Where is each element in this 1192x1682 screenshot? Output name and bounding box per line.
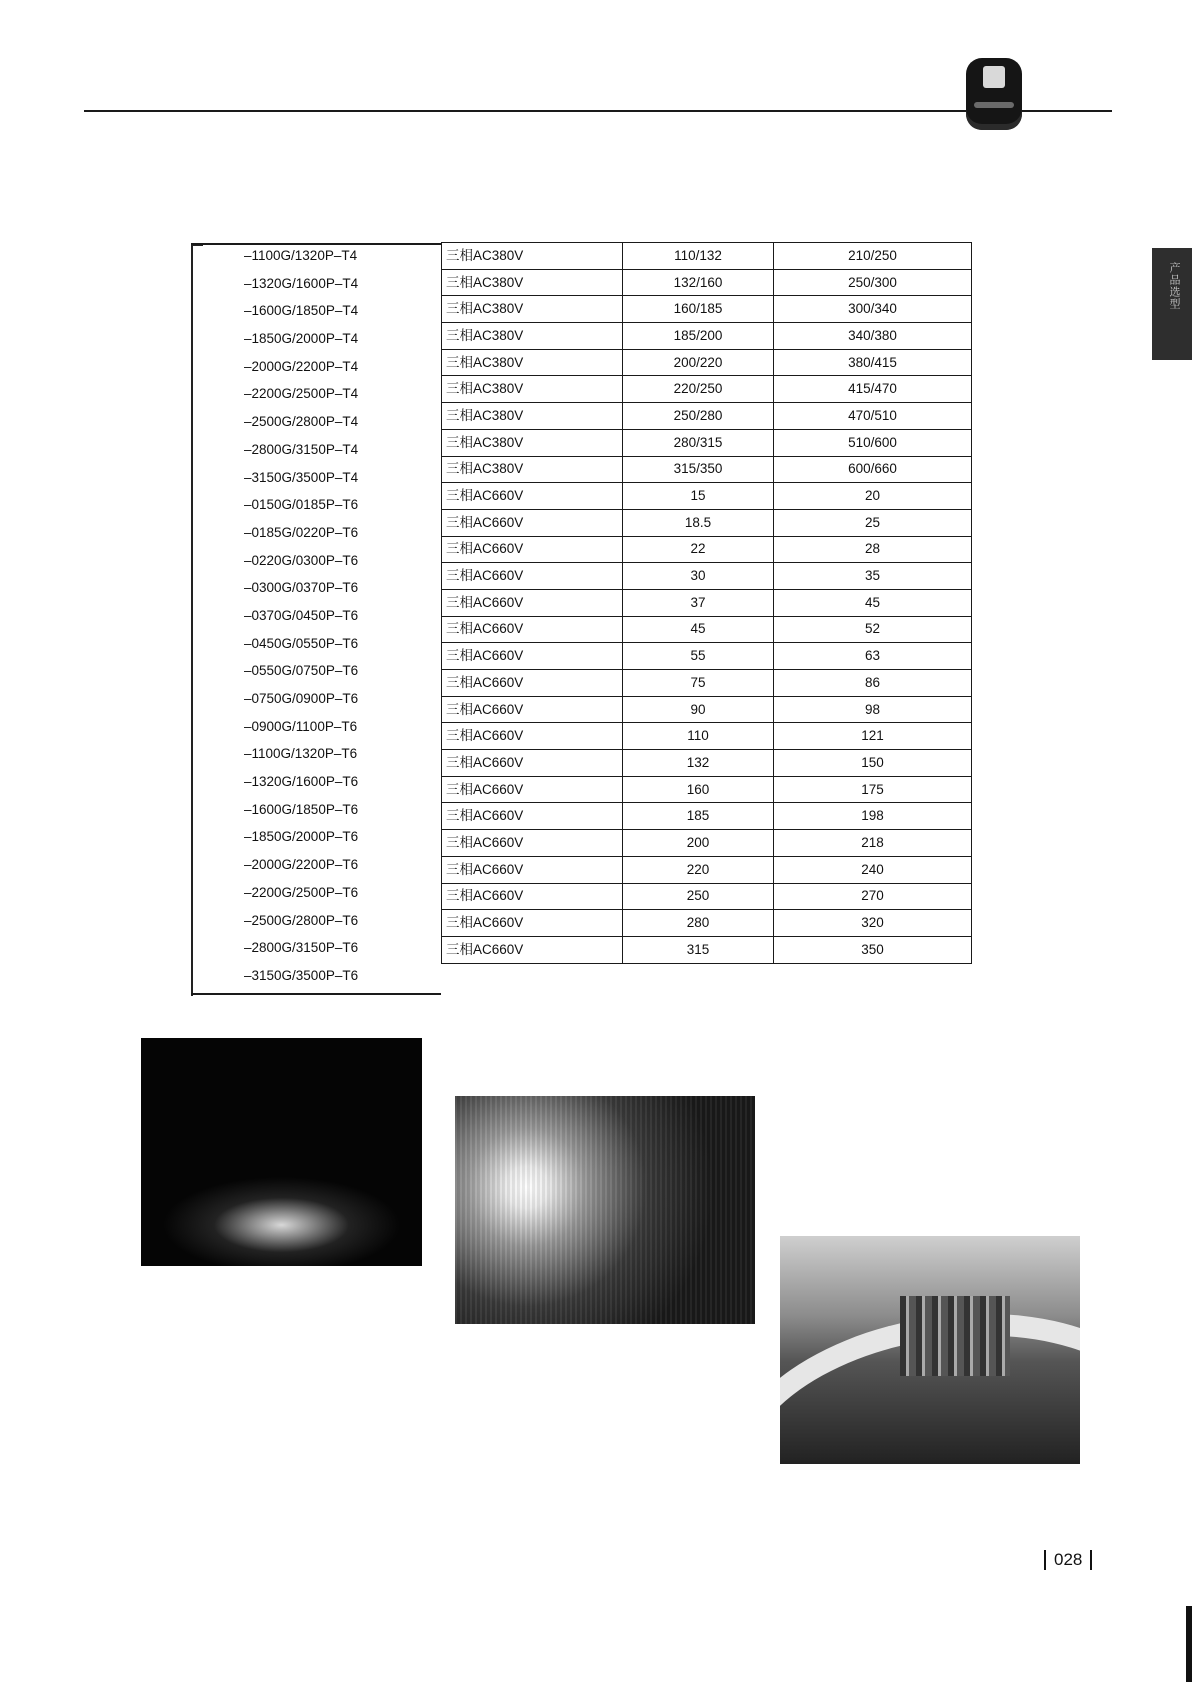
power-cell: 110/132 bbox=[623, 243, 774, 270]
power-cell: 30 bbox=[623, 563, 774, 590]
model-cell: –0750G/0900P–T6 bbox=[244, 691, 359, 706]
power-cell: 132 bbox=[623, 750, 774, 777]
current-cell: 250/300 bbox=[774, 269, 972, 296]
current-cell: 175 bbox=[774, 776, 972, 803]
current-cell: 320 bbox=[774, 910, 972, 937]
current-cell: 218 bbox=[774, 830, 972, 857]
current-cell: 121 bbox=[774, 723, 972, 750]
power-cell: 37 bbox=[623, 589, 774, 616]
model-cell: –2200G/2500P–T6 bbox=[244, 884, 359, 900]
model-cell: –0550G/0750P–T6 bbox=[244, 663, 359, 679]
edge-bar bbox=[1186, 1606, 1192, 1682]
power-cell: 185 bbox=[623, 803, 774, 830]
current-cell: 35 bbox=[774, 563, 972, 590]
current-cell: 240 bbox=[774, 856, 972, 883]
table-row bbox=[442, 403, 972, 430]
product-logo-icon bbox=[966, 58, 1022, 130]
power-cell: 90 bbox=[623, 696, 774, 723]
current-cell: 63 bbox=[774, 643, 972, 670]
voltage-cell: 三相AC660V bbox=[442, 616, 623, 643]
power-cell: 15 bbox=[623, 483, 774, 510]
voltage-cell: 三相AC380V bbox=[442, 269, 623, 296]
side-section-tab bbox=[1152, 248, 1192, 360]
table-row bbox=[442, 269, 972, 296]
power-cell: 185/200 bbox=[623, 323, 774, 350]
voltage-cell: 三相AC380V bbox=[442, 456, 623, 483]
voltage-cell: 三相AC660V bbox=[442, 483, 623, 510]
table-row bbox=[442, 563, 972, 590]
table-row bbox=[442, 803, 972, 830]
power-cell: 45 bbox=[623, 616, 774, 643]
current-cell: 45 bbox=[774, 589, 972, 616]
current-cell: 300/340 bbox=[774, 296, 972, 323]
table-row bbox=[442, 376, 972, 403]
voltage-cell: 三相AC660V bbox=[442, 696, 623, 723]
current-cell: 380/415 bbox=[774, 349, 972, 376]
voltage-cell: 三相AC660V bbox=[442, 643, 623, 670]
model-cell: –1100G/1320P–T6 bbox=[244, 746, 358, 762]
futuristic-city-photo bbox=[780, 1236, 1080, 1464]
table-row bbox=[442, 323, 972, 350]
current-cell: 510/600 bbox=[774, 429, 972, 456]
model-cell: –1600G/1850P–T6 bbox=[244, 801, 359, 817]
table-bottom-rule bbox=[191, 993, 441, 995]
page-number: 028 bbox=[1044, 1550, 1092, 1570]
model-cell: –1850G/2000P–T6 bbox=[244, 829, 359, 845]
table-row bbox=[442, 750, 972, 777]
table-left-bracket bbox=[191, 244, 203, 996]
voltage-cell: 三相AC660V bbox=[442, 563, 623, 590]
voltage-cell: 三相AC660V bbox=[442, 776, 623, 803]
voltage-cell: 三相AC660V bbox=[442, 883, 623, 910]
voltage-cell: 三相AC380V bbox=[442, 349, 623, 376]
current-cell: 86 bbox=[774, 670, 972, 697]
power-cell: 18.5 bbox=[623, 509, 774, 536]
current-cell: 210/250 bbox=[774, 243, 972, 270]
current-cell: 28 bbox=[774, 536, 972, 563]
voltage-cell: 三相AC660V bbox=[442, 936, 623, 963]
current-cell: 270 bbox=[774, 883, 972, 910]
spec-table bbox=[441, 242, 972, 964]
model-cell: –2800G/3150P–T6 bbox=[244, 940, 359, 956]
power-cell: 55 bbox=[623, 643, 774, 670]
power-cell: 22 bbox=[623, 536, 774, 563]
side-tab-label: 产品选型 bbox=[1168, 262, 1180, 310]
model-cell: –2500G/2800P–T6 bbox=[244, 912, 359, 928]
table-row bbox=[442, 349, 972, 376]
current-cell: 600/660 bbox=[774, 456, 972, 483]
table-row bbox=[442, 936, 972, 963]
voltage-cell: 三相AC660V bbox=[442, 803, 623, 830]
voltage-cell: 三相AC660V bbox=[442, 856, 623, 883]
model-cell: –2500G/2800P–T4 bbox=[244, 414, 359, 430]
table-row bbox=[442, 456, 972, 483]
voltage-cell: 三相AC660V bbox=[442, 830, 623, 857]
voltage-cell: 三相AC380V bbox=[442, 376, 623, 403]
table-row bbox=[442, 509, 972, 536]
model-cell: –0370G/0450P–T6 bbox=[244, 607, 359, 623]
model-cell: –2800G/3150P–T4 bbox=[244, 441, 359, 457]
power-cell: 160/185 bbox=[623, 296, 774, 323]
voltage-cell: 三相AC380V bbox=[442, 403, 623, 430]
current-cell: 20 bbox=[774, 483, 972, 510]
current-cell: 350 bbox=[774, 936, 972, 963]
voltage-cell: 三相AC380V bbox=[442, 296, 623, 323]
voltage-cell: 三相AC660V bbox=[442, 536, 623, 563]
model-cell: –0185G/0220P–T6 bbox=[244, 524, 359, 540]
voltage-cell: 三相AC380V bbox=[442, 429, 623, 456]
model-cell: –1100G/1320P–T4 bbox=[244, 248, 358, 263]
power-cell: 132/160 bbox=[623, 269, 774, 296]
power-cell: 220 bbox=[623, 856, 774, 883]
model-cell: –2000G/2200P–T6 bbox=[244, 857, 359, 873]
current-cell: 98 bbox=[774, 696, 972, 723]
model-cell: –0450G/0550P–T6 bbox=[244, 635, 359, 651]
table-row bbox=[442, 616, 972, 643]
model-cell: –0300G/0370P–T6 bbox=[244, 580, 359, 596]
table-row bbox=[442, 696, 972, 723]
voltage-cell: 三相AC660V bbox=[442, 509, 623, 536]
model-cell: –0150G/0185P–T6 bbox=[244, 497, 359, 513]
table-row bbox=[442, 536, 972, 563]
current-cell: 415/470 bbox=[774, 376, 972, 403]
table-row bbox=[442, 776, 972, 803]
voltage-cell: 三相AC380V bbox=[442, 323, 623, 350]
voltage-cell: 三相AC660V bbox=[442, 589, 623, 616]
model-cell: –0220G/0300P–T6 bbox=[244, 552, 359, 568]
power-cell: 200 bbox=[623, 830, 774, 857]
table-row bbox=[442, 723, 972, 750]
voltage-cell: 三相AC380V bbox=[442, 243, 623, 270]
voltage-cell: 三相AC660V bbox=[442, 723, 623, 750]
light-burst-photo bbox=[455, 1096, 755, 1324]
model-cell: –3150G/3500P–T4 bbox=[244, 469, 359, 485]
power-cell: 220/250 bbox=[623, 376, 774, 403]
table-row bbox=[442, 883, 972, 910]
current-cell: 340/380 bbox=[774, 323, 972, 350]
table-row bbox=[442, 830, 972, 857]
voltage-cell: 三相AC660V bbox=[442, 750, 623, 777]
power-cell: 160 bbox=[623, 776, 774, 803]
model-cell: –0900G/1100P–T6 bbox=[244, 718, 358, 734]
power-cell: 250 bbox=[623, 883, 774, 910]
model-cell: –1850G/2000P–T4 bbox=[244, 331, 359, 347]
table-row bbox=[442, 483, 972, 510]
model-cell: –1600G/1850P–T4 bbox=[244, 303, 359, 319]
table-row bbox=[442, 429, 972, 456]
power-cell: 200/220 bbox=[623, 349, 774, 376]
model-cell: –1320G/1600P–T4 bbox=[244, 275, 359, 291]
current-cell: 52 bbox=[774, 616, 972, 643]
current-cell: 470/510 bbox=[774, 403, 972, 430]
model-column bbox=[244, 242, 358, 990]
header-rule bbox=[84, 110, 1112, 112]
table-row bbox=[442, 910, 972, 937]
power-cell: 315 bbox=[623, 936, 774, 963]
current-cell: 25 bbox=[774, 509, 972, 536]
power-cell: 75 bbox=[623, 670, 774, 697]
model-cell: –1320G/1600P–T6 bbox=[244, 774, 359, 790]
current-cell: 150 bbox=[774, 750, 972, 777]
table-row bbox=[442, 589, 972, 616]
current-cell: 198 bbox=[774, 803, 972, 830]
voltage-cell: 三相AC660V bbox=[442, 670, 623, 697]
table-row bbox=[442, 243, 972, 270]
table-row bbox=[442, 856, 972, 883]
power-cell: 250/280 bbox=[623, 403, 774, 430]
power-cell: 280 bbox=[623, 910, 774, 937]
power-cell: 110 bbox=[623, 723, 774, 750]
table-row bbox=[442, 670, 972, 697]
table-row bbox=[442, 296, 972, 323]
world-map-city-photo bbox=[141, 1038, 422, 1266]
power-cell: 280/315 bbox=[623, 429, 774, 456]
table-row bbox=[442, 643, 972, 670]
model-cell: –2000G/2200P–T4 bbox=[244, 358, 359, 374]
power-cell: 315/350 bbox=[623, 456, 774, 483]
voltage-cell: 三相AC660V bbox=[442, 910, 623, 937]
model-cell: –3150G/3500P–T6 bbox=[244, 967, 359, 983]
model-cell: –2200G/2500P–T4 bbox=[244, 386, 359, 402]
